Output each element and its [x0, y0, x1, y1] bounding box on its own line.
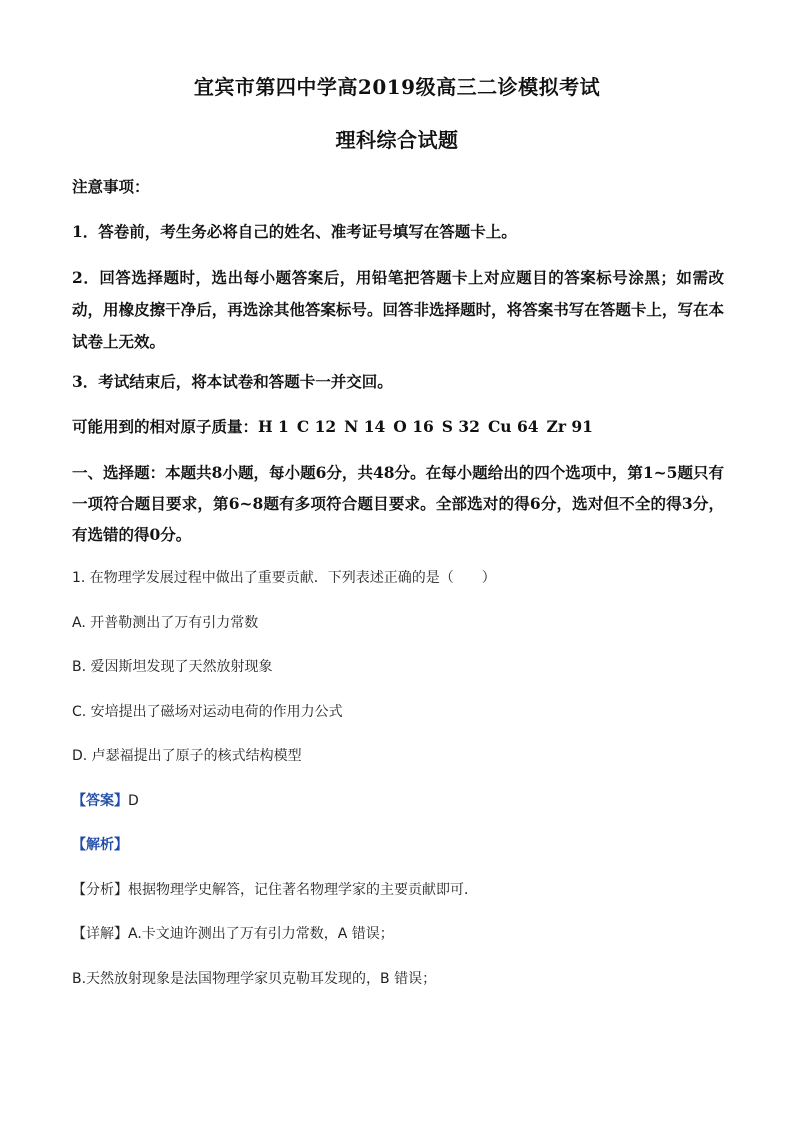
atomic-mass-label: 可能用到的相对原子质量： — [72, 417, 259, 436]
notice-item-3: 3．考试结束后，将本试卷和答题卡一并交回。 — [72, 372, 393, 391]
question-1-option-c: C. 安培提出了磁场对运动电荷的作用力公式 — [72, 704, 343, 720]
atomic-mass-line — [72, 412, 724, 442]
atomic-mass-s: S 32 — [441, 417, 480, 436]
question-1-option-a: A. 开普勒测出了万有引力常数 — [72, 615, 259, 631]
answer-value: D — [128, 793, 139, 809]
atomic-mass-n: N 14 — [344, 417, 386, 436]
notice-heading: 注意事项： — [72, 177, 150, 196]
section-instructions: 一、选择题：本题共8小题，每小题6分，共48分。在每小题给出的四个选项中，第1~5题只有一项符合题目要求，第6~8题有多项符合题目要求。全部选对的得6分，选对但不全的得3分，有选错的得0分。 — [72, 463, 724, 544]
atomic-mass-cu: Cu 64 — [487, 417, 539, 436]
answer-tag: 【答案】 — [72, 793, 128, 809]
atomic-mass-c: C 12 — [296, 417, 337, 436]
question-1-option-d: D. 卢瑟福提出了原子的核式结构模型 — [72, 748, 302, 764]
atomic-mass-o: O 16 — [393, 417, 434, 436]
question-1-stem: 1. 在物理学发展过程中做出了重要贡献．下列表述正确的是（ ） — [72, 570, 496, 586]
exam-subtitle: 理科综合试题 — [335, 128, 459, 152]
detail-tag: 【详解】 — [72, 926, 128, 942]
atomic-mass-zr: Zr 91 — [546, 417, 593, 436]
detail-a-text: A.卡文迪许测出了万有引力常数，A 错误； — [128, 926, 394, 942]
notice-item-2: 2．回答选择题时，选出每小题答案后，用铅笔把答题卡上对应题目的答案标号涂黑；如需改动，用橡皮擦干净后，再选涂其他答案标号。回答非选择题时，将答案书写在答题卡上，写在本试卷上无效。 — [72, 268, 724, 351]
analysis-tag: 【解析】 — [72, 837, 128, 853]
analysis-line — [72, 835, 724, 855]
exam-title: 宜宾市第四中学高2019级高三二诊模拟考试 — [193, 75, 601, 99]
notice-item-1: 1．答卷前，考生务必将自己的姓名、准考证号填写在答题卡上。 — [72, 222, 517, 241]
fenxi-tag: 【分析】 — [72, 882, 128, 898]
atomic-mass-h: H 1 — [258, 417, 289, 436]
question-1-option-b: B. 爱因斯坦发现了天然放射现象 — [72, 659, 273, 675]
detail-line-a — [72, 924, 724, 944]
fenxi-text: 根据物理学史解答，记住著名物理学家的主要贡献即可． — [128, 882, 478, 898]
detail-line-b: B.天然放射现象是法国物理学家贝克勒耳发现的，B 错误； — [72, 971, 437, 987]
fenxi-line — [72, 880, 724, 900]
answer-line — [72, 791, 724, 811]
